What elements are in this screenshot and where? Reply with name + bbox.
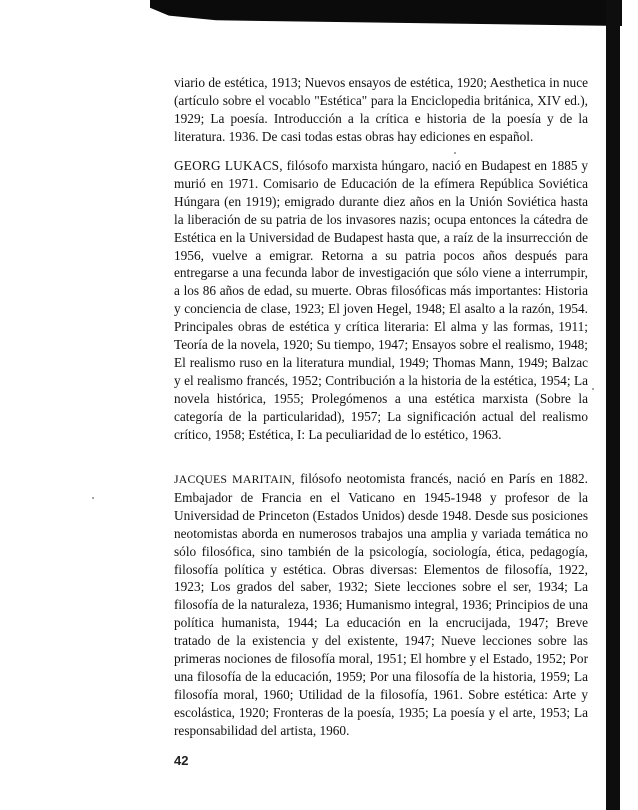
scan-edge-right bbox=[606, 0, 620, 810]
author-works: Historia y conciencia de clase, 1923; El joven Hegel, 1948; El asalto a la razón, 1954. Principales obras de estética y crítica literaria: El alma y las formas, 1911; Teoría de la novela, 1920; Su tiempo, 1947; Ensayos sobre el realismo, 1948; El realismo ruso en la literatura mundial, 1949; Thomas Mann, 1949; Balzac y el realismo francés, 1952; Contribución a la historia de la estética, 1954; La novela histórica, 1955; Prolegómenos a una estética marxista (Sobre la categoría de la particularidad), 1957; La significación actual del realismo crítico, 1958; Estética, I: La peculiaridad de lo estético, 1963. bbox=[174, 283, 588, 442]
author-name: GEORG LUKACS, bbox=[174, 158, 283, 173]
entry-georg-lukacs bbox=[174, 157, 588, 444]
author-name: JACQUES MARITAIN, bbox=[174, 472, 295, 486]
entry-text: viario de estética, 1913; Nuevos ensayos de estética, 1920; Aesthetica in nuce (artículo sobre el vocablo "Estética" para la Enciclopedia británica, XIV ed.), 1929; La poesía. Introducción a la crítica e historia de la poesía y de la literatura. 1936. De casi todas estas obras hay ediciones en español. bbox=[174, 75, 588, 144]
scan-speck bbox=[454, 152, 456, 154]
scan-edge-top bbox=[150, 0, 622, 26]
page-number: 42 bbox=[174, 753, 189, 768]
scan-speck bbox=[92, 497, 94, 499]
entry-jacques-maritain bbox=[174, 470, 588, 740]
scan-speck bbox=[592, 388, 594, 390]
author-biography: filósofo marxista húngaro, nació en Budapest en 1885 y murió en 1971. Comisario de Educación de la efímera República Soviética Húngara (en 1919); emigrado durante diez años en la Unión Soviética hasta la liberación de su patria de los invasores nazis; ocupa entonces la cátedra de Estética en la Universidad de Budapest hasta que, a raíz de la insurrección de 1956, vuelve a emigrar. Retorna a su patria pocos años después para entregarse a una fecunda labor de investigación que sólo viene a interrumpir, a los 86 años de edad, su muerte. Obras filosóficas más importantes: bbox=[174, 158, 588, 299]
author-biography: filósofo neotomista francés, nació en París en 1882. Embajador de Francia en el Vaticano en 1945-1948 y profesor de la Universidad de Princeton (Estados Unidos) desde 1948. Desde sus posiciones neotomistas aborda en numerosos trabajos una amplia y variada temática no sólo filosófica, sino también de la psicología, sociología, ética, pedagogía, filosofía política y estética. Obras diversas: bbox=[174, 471, 588, 577]
author-works: Elementos de filosofía, 1922, 1923; Los grados del saber, 1932; Siete lecciones sobre el ser, 1934; La filosofía de la naturaleza, 1936; Humanismo integral, 1936; Principios de una política humanista, 1944; La educación en la encrucijada, 1947; Breve tratado de la existencia y del existente, 1947; Nueve lecciones sobre las primeras nociones de filosofía moral, 1951; El hombre y el Estado, 1952; Por una filosofía de la educación, 1959; Por una filosofía de la historia, 1959; La filosofía moral, 1960; Utilidad de la filosofía, 1961. Sobre estética: Arte y escolástica, 1920; Fronteras de la poesía, 1935; La poesía y el arte, 1953; La responsabilidad del artista, 1960. bbox=[174, 561, 588, 738]
entry-previous-continued bbox=[174, 74, 588, 146]
